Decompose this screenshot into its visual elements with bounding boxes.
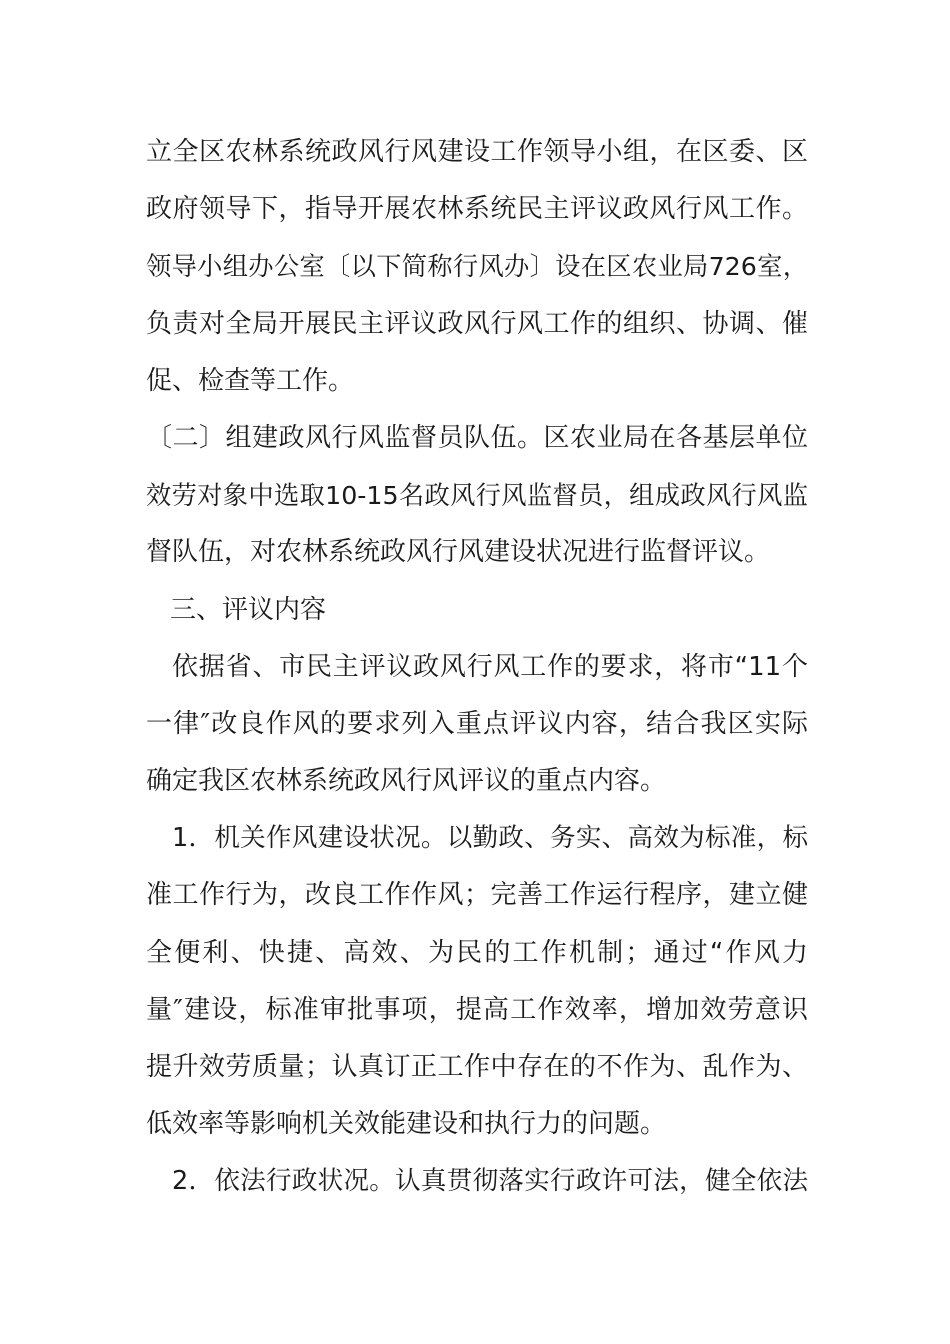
text-line: 一律″改良作风的要求列入重点评议内容，结合我区实际 — [146, 708, 808, 739]
document-body — [146, 124, 808, 1211]
text-line: 准工作行为，改良工作作风；完善工作运行程序，建立健 — [146, 880, 808, 911]
text-line: 确定我区农林系统政风行风评议的重点内容。 — [146, 766, 667, 797]
text-line: 领导小组办公室〔以下简称行风办〕设在区农业局726室， — [146, 252, 808, 282]
text-line: 1．机关作风建设状况。以勤政、务实、高效为标准，标 — [172, 823, 808, 854]
text-line: 立全区农林系统政风行风建设工作领导小组，在区委、区 — [146, 137, 808, 167]
text-line: 政府领导下，指导开展农林系统民主评议政风行风工作。 — [146, 194, 808, 225]
text-line: 督队伍，对农林系统政风行风建设状况进行监督评议。 — [146, 537, 771, 568]
text-line: 2．依法行政状况。认真贯彻落实行政许可法，健全依法 — [172, 1166, 808, 1197]
text-line: 量″建设，标准审批事项，提高工作效率，增加效劳意识 — [146, 994, 808, 1025]
text-line: 〔二〕组建政风行风监督员队伍。区农业局在各基层单位 — [146, 422, 808, 453]
text-line: 负责对全局开展民主评议政风行风工作的组织、协调、催 — [146, 308, 808, 339]
text-line: 促、检查等工作。 — [146, 365, 355, 396]
text-line: 提升效劳质量；认真订正工作中存在的不作为、乱作为、 — [146, 1052, 808, 1082]
text-line: 低效率等影响机关效能建设和执行力的问题。 — [146, 1109, 667, 1140]
text-line: 效劳对象中选取10-15名政风行风监督员，组成政风行风监 — [146, 481, 808, 511]
text-line: 全便利、快捷、高效、为民的工作机制；通过“作风力 — [146, 937, 808, 968]
section-heading: 三、评议内容 — [170, 594, 327, 625]
text-line: 依据省、市民主评议政风行风工作的要求，将市“11个 — [172, 651, 808, 682]
